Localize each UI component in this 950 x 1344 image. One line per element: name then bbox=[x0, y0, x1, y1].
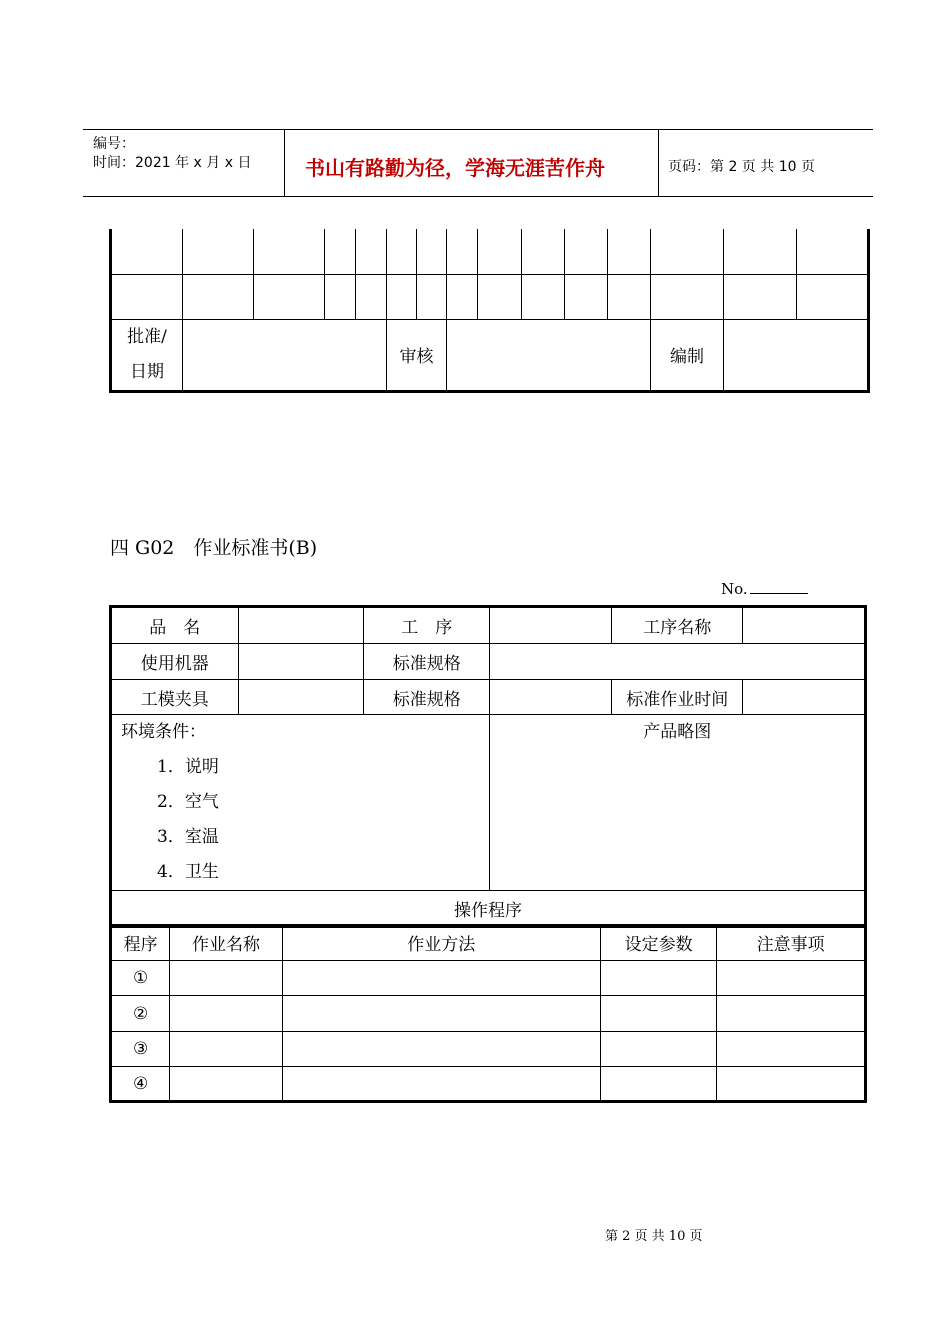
op-notes-field bbox=[717, 1067, 866, 1102]
product-sketch-label: 产品略图 bbox=[643, 722, 712, 742]
op-method-field bbox=[282, 1067, 600, 1102]
table-row bbox=[111, 607, 866, 644]
environment-item: 4．卫生 bbox=[157, 862, 219, 882]
table-cell bbox=[724, 229, 797, 274]
op-header-notes: 注意事项 bbox=[717, 925, 866, 961]
op-step-number: ① bbox=[111, 961, 170, 996]
table-cell bbox=[387, 229, 417, 274]
process-name-field bbox=[743, 607, 866, 644]
table-row bbox=[111, 274, 869, 319]
header-bottom-rule bbox=[83, 196, 873, 197]
operation-title: 操作程序 bbox=[111, 891, 866, 927]
environment-item: 1．说明 bbox=[157, 757, 219, 777]
table-cell bbox=[417, 274, 447, 319]
machine-field bbox=[238, 644, 363, 680]
prepare-label: 编制 bbox=[651, 319, 724, 391]
table-cell bbox=[417, 229, 447, 274]
table-cell bbox=[797, 274, 869, 319]
table-cell bbox=[522, 274, 565, 319]
continued-table bbox=[109, 229, 870, 393]
op-method-field bbox=[282, 996, 600, 1032]
operation-row bbox=[111, 961, 866, 996]
table-cell bbox=[325, 229, 356, 274]
operation-row bbox=[111, 1032, 866, 1067]
op-step-number: ③ bbox=[111, 1032, 170, 1067]
op-notes-field bbox=[717, 961, 866, 996]
table-cell bbox=[724, 274, 797, 319]
process-label: 工 序 bbox=[363, 607, 490, 644]
form-number bbox=[721, 580, 808, 598]
header-top-rule bbox=[83, 129, 873, 130]
form-title: 四 G02 作业标准书(B) bbox=[110, 537, 318, 559]
page-footer: 第 2 页 共 10 页 bbox=[605, 1229, 703, 1244]
table-row bbox=[111, 644, 866, 680]
op-header-step: 程序 bbox=[111, 925, 170, 961]
review-label: 审核 bbox=[387, 319, 447, 391]
form-number-blank bbox=[750, 581, 808, 594]
operation-header-row bbox=[111, 925, 866, 961]
table-cell bbox=[478, 229, 522, 274]
op-name-field bbox=[170, 961, 282, 996]
table-cell bbox=[797, 229, 869, 274]
product-name-label: 品 名 bbox=[111, 607, 239, 644]
op-step-number: ② bbox=[111, 996, 170, 1032]
environment-item: 3．室温 bbox=[157, 827, 219, 847]
form-number-label: No. bbox=[721, 580, 748, 598]
environment-item: 2．空气 bbox=[157, 792, 219, 812]
process-name-label: 工序名称 bbox=[611, 607, 743, 644]
table-cell bbox=[387, 274, 417, 319]
table-cell bbox=[478, 274, 522, 319]
std-spec-field bbox=[490, 680, 611, 715]
op-header-name: 作业名称 bbox=[170, 925, 282, 961]
table-cell bbox=[447, 274, 478, 319]
prepare-field bbox=[724, 319, 869, 391]
op-header-params: 设定参数 bbox=[600, 925, 716, 961]
op-method-field bbox=[282, 961, 600, 996]
header-divider bbox=[658, 129, 659, 197]
operation-title-row bbox=[111, 891, 866, 927]
form-info-table bbox=[109, 605, 867, 928]
approve-date-field bbox=[183, 319, 387, 391]
environment-row bbox=[111, 715, 866, 891]
environment-label: 环境条件： bbox=[121, 722, 206, 742]
review-field bbox=[447, 319, 651, 391]
op-name-field bbox=[170, 1032, 282, 1067]
op-params-field bbox=[600, 996, 716, 1032]
page-label: 页码：第 2 页 共 10 页 bbox=[668, 159, 815, 175]
table-row bbox=[111, 229, 869, 274]
machine-label: 使用机器 bbox=[111, 644, 239, 680]
table-cell bbox=[608, 229, 651, 274]
process-field bbox=[490, 607, 611, 644]
operation-table bbox=[109, 924, 867, 1103]
table-cell bbox=[651, 274, 724, 319]
motto: 书山有路勤为径，学海无涯苦作舟 bbox=[305, 156, 605, 180]
table-cell bbox=[111, 274, 183, 319]
operation-row bbox=[111, 1067, 866, 1102]
op-params-field bbox=[600, 1032, 716, 1067]
header-divider bbox=[284, 129, 285, 197]
code-label: 编号： bbox=[93, 136, 135, 152]
op-params-field bbox=[600, 961, 716, 996]
table-cell bbox=[608, 274, 651, 319]
op-header-method: 作业方法 bbox=[282, 925, 600, 961]
table-cell bbox=[254, 274, 325, 319]
op-notes-field bbox=[717, 996, 866, 1032]
op-name-field bbox=[170, 1067, 282, 1102]
op-params-field bbox=[600, 1067, 716, 1102]
product-sketch-cell bbox=[490, 715, 866, 891]
fixture-label: 工模夹具 bbox=[111, 680, 239, 715]
table-cell bbox=[522, 229, 565, 274]
approve-date-label: 批准/ 日期 bbox=[111, 319, 183, 391]
table-cell bbox=[183, 229, 254, 274]
operation-row bbox=[111, 996, 866, 1032]
std-spec-label: 标准规格 bbox=[363, 680, 490, 715]
fixture-field bbox=[238, 680, 363, 715]
std-time-field bbox=[743, 680, 866, 715]
environment-cell bbox=[111, 715, 490, 891]
table-cell bbox=[565, 274, 608, 319]
op-step-number: ④ bbox=[111, 1067, 170, 1102]
table-row bbox=[111, 680, 866, 715]
product-name-field bbox=[238, 607, 363, 644]
std-spec-field bbox=[490, 644, 866, 680]
op-method-field bbox=[282, 1032, 600, 1067]
table-cell bbox=[651, 229, 724, 274]
std-spec-label: 标准规格 bbox=[363, 644, 490, 680]
table-cell bbox=[356, 229, 387, 274]
table-cell bbox=[447, 229, 478, 274]
approval-row bbox=[111, 319, 869, 391]
table-cell bbox=[254, 229, 325, 274]
table-cell bbox=[325, 274, 356, 319]
table-cell bbox=[183, 274, 254, 319]
std-time-label: 标准作业时间 bbox=[611, 680, 743, 715]
table-cell bbox=[565, 229, 608, 274]
table-cell bbox=[111, 229, 183, 274]
table-cell bbox=[356, 274, 387, 319]
op-name-field bbox=[170, 996, 282, 1032]
op-notes-field bbox=[717, 1032, 866, 1067]
time-label: 时间：2021 年 x 月 x 日 bbox=[93, 155, 252, 171]
